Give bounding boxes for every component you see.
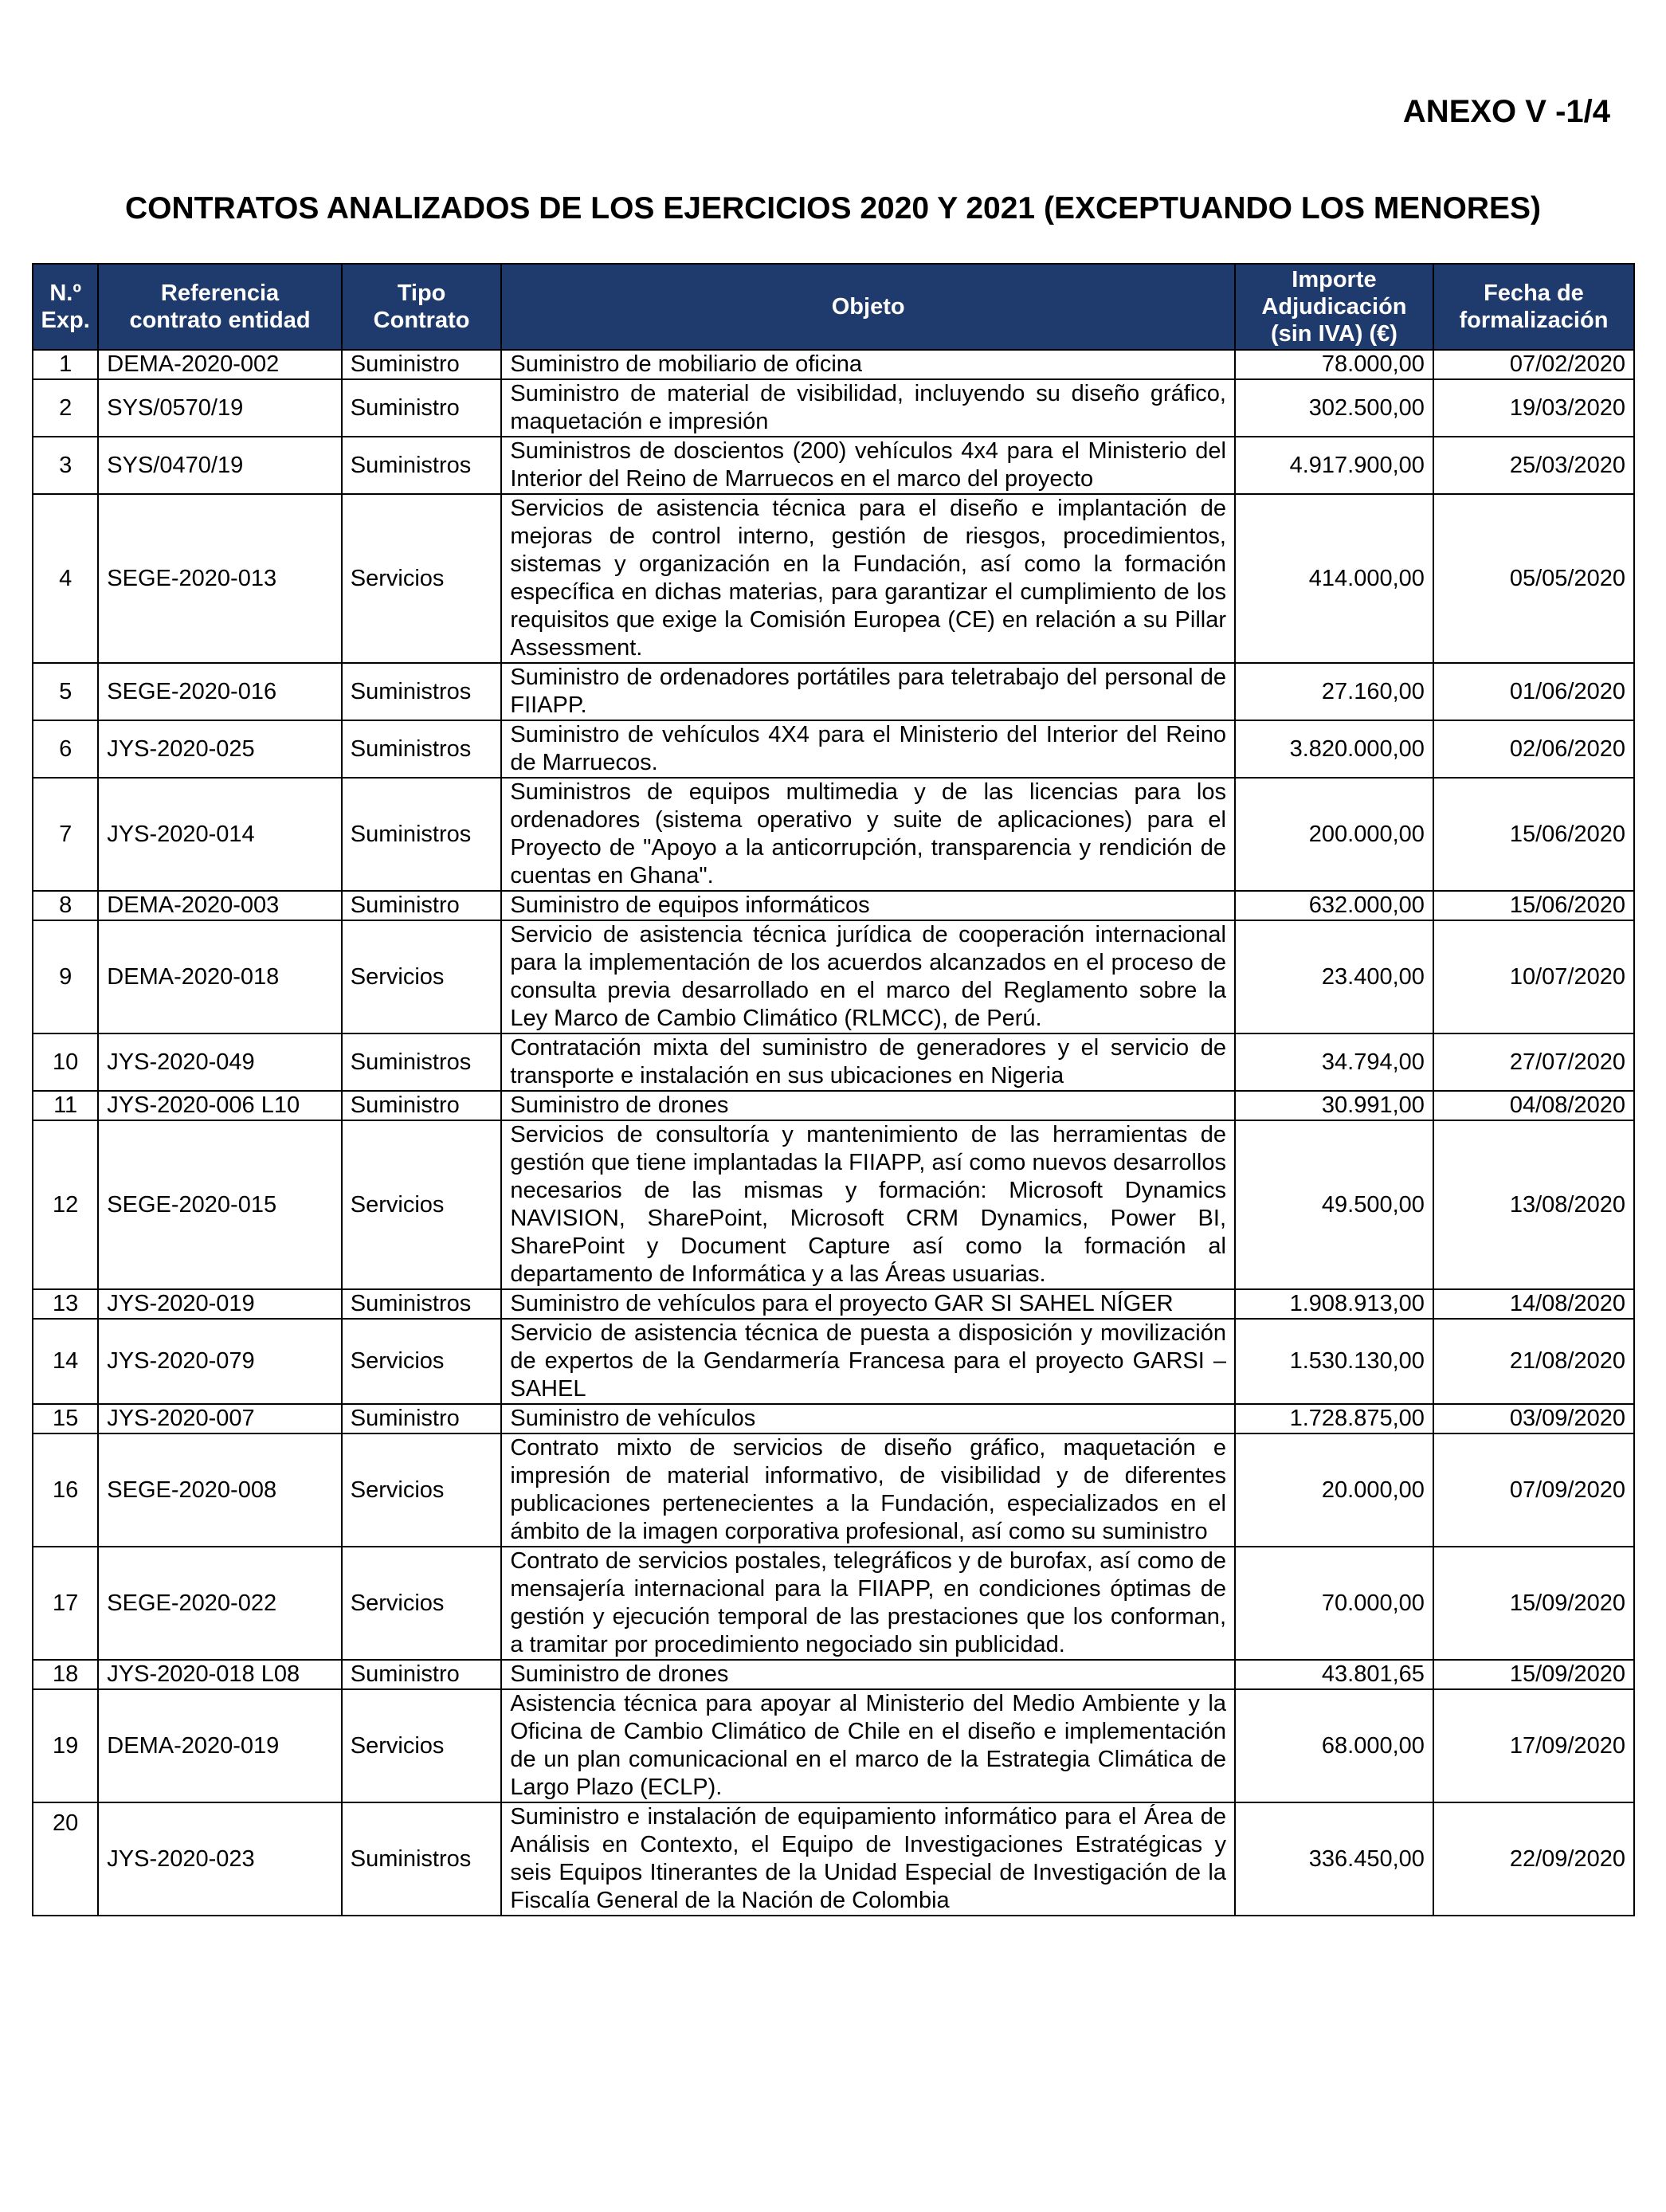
cell-type: Suministros <box>342 437 502 494</box>
table-row <box>33 350 1634 379</box>
cell-reference: JYS-2020-023 <box>98 1802 342 1916</box>
cell-date: 01/06/2020 <box>1433 663 1634 720</box>
cell-type: Suministro <box>342 1091 502 1120</box>
table-row <box>33 1319 1634 1404</box>
table-row <box>33 1289 1634 1319</box>
cell-reference: DEMA-2020-018 <box>98 920 342 1033</box>
cell-object: Servicios de asistencia técnica para el diseño e implantación de mejoras de control interno, gestión de riesgos, procedimientos, sistemas y organización en la Fundación, así como la formación específica en dichas materias, para garantizar el cumplimiento de los requisitos que exige la Comisión Europea (CE) en relación a su Pillar Assessment. <box>501 494 1235 663</box>
cell-number: 10 <box>33 1033 98 1091</box>
table-row <box>33 778 1634 891</box>
cell-date: 15/06/2020 <box>1433 891 1634 920</box>
cell-number: 6 <box>33 720 98 778</box>
cell-type: Suministro <box>342 1404 502 1433</box>
cell-reference: SEGE-2020-013 <box>98 494 342 663</box>
cell-reference: SEGE-2020-016 <box>98 663 342 720</box>
cell-object: Suministro de drones <box>501 1660 1235 1689</box>
cell-amount: 1.908.913,00 <box>1235 1289 1433 1319</box>
table-row <box>33 379 1634 437</box>
table-header-row <box>33 264 1634 350</box>
cell-object: Servicio de asistencia técnica de puesta a disposición y movilización de expertos de la Gendarmería Francesa para el proyecto GARSI – SAHEL <box>501 1319 1235 1404</box>
table-row <box>33 720 1634 778</box>
table-row <box>33 437 1634 494</box>
cell-amount: 302.500,00 <box>1235 379 1433 437</box>
cell-reference: JYS-2020-007 <box>98 1404 342 1433</box>
cell-type: Servicios <box>342 1120 502 1289</box>
cell-amount: 414.000,00 <box>1235 494 1433 663</box>
cell-number: 1 <box>33 350 98 379</box>
col-header-type: Tipo Contrato <box>342 264 502 350</box>
cell-reference: SEGE-2020-022 <box>98 1547 342 1660</box>
cell-number: 13 <box>33 1289 98 1319</box>
page-title: CONTRATOS ANALIZADOS DE LOS EJERCICIOS 2020 Y 2021 (EXCEPTUANDO LOS MENORES) <box>124 191 1541 226</box>
cell-object: Servicios de consultoría y mantenimiento de las herramientas de gestión que tiene implantadas la FIIAPP, así como nuevos desarrollos necesarios de las mismas y formación: Microsoft Dynamics NAVISION, SharePoint, Microsoft CRM Dynamics, Power BI, SharePoint y Document Capture así como la formación al departamento de Informática y a las Áreas usuarias. <box>501 1120 1235 1289</box>
cell-amount: 78.000,00 <box>1235 350 1433 379</box>
cell-date: 27/07/2020 <box>1433 1033 1634 1091</box>
table-row <box>33 920 1634 1033</box>
cell-date: 25/03/2020 <box>1433 437 1634 494</box>
cell-object: Contrato de servicios postales, telegráficos y de burofax, así como de mensajería internacional para la FIIAPP, en condiciones óptimas de gestión y ejecución temporal de las prestaciones que los conforman, a tramitar por procedimiento negociado sin publicidad. <box>501 1547 1235 1660</box>
cell-reference: DEMA-2020-002 <box>98 350 342 379</box>
cell-date: 15/09/2020 <box>1433 1547 1634 1660</box>
col-header-amount: Importe Adjudicación (sin IVA) (€) <box>1235 264 1433 350</box>
contracts-table <box>32 263 1635 1916</box>
cell-amount: 70.000,00 <box>1235 1547 1433 1660</box>
table-row <box>33 1660 1634 1689</box>
cell-number: 7 <box>33 778 98 891</box>
cell-date: 22/09/2020 <box>1433 1802 1634 1916</box>
cell-reference: JYS-2020-006 L10 <box>98 1091 342 1120</box>
cell-object: Suministro de vehículos 4X4 para el Ministerio del Interior del Reino de Marruecos. <box>501 720 1235 778</box>
cell-reference: DEMA-2020-019 <box>98 1689 342 1802</box>
cell-reference: SEGE-2020-008 <box>98 1433 342 1547</box>
cell-type: Suministro <box>342 891 502 920</box>
cell-reference: DEMA-2020-003 <box>98 891 342 920</box>
cell-date: 07/09/2020 <box>1433 1433 1634 1547</box>
table-row <box>33 494 1634 663</box>
cell-number: 12 <box>33 1120 98 1289</box>
cell-object: Suministro de mobiliario de oficina <box>501 350 1235 379</box>
cell-amount: 68.000,00 <box>1235 1689 1433 1802</box>
cell-amount: 49.500,00 <box>1235 1120 1433 1289</box>
cell-object: Suministro de equipos informáticos <box>501 891 1235 920</box>
cell-number: 3 <box>33 437 98 494</box>
cell-object: Servicio de asistencia técnica jurídica de cooperación internacional para la implementación de los acuerdos alcanzados en el proceso de consulta previa desarrollado en el marco del Reglamento sobre la Ley Marco de Cambio Climático (RLMCC), de Perú. <box>501 920 1235 1033</box>
cell-type: Servicios <box>342 1547 502 1660</box>
table-row <box>33 1120 1634 1289</box>
cell-number: 17 <box>33 1547 98 1660</box>
cell-object: Suministro de material de visibilidad, incluyendo su diseño gráfico, maquetación e impresión <box>501 379 1235 437</box>
cell-number: 11 <box>33 1091 98 1120</box>
cell-reference: JYS-2020-018 L08 <box>98 1660 342 1689</box>
cell-type: Servicios <box>342 920 502 1033</box>
cell-type: Suministros <box>342 1289 502 1319</box>
col-header-date: Fecha de formalización <box>1433 264 1634 350</box>
col-header-number: N.º Exp. <box>33 264 98 350</box>
cell-reference: SYS/0570/19 <box>98 379 342 437</box>
cell-number: 4 <box>33 494 98 663</box>
cell-object: Suministros de equipos multimedia y de las licencias para los ordenadores (sistema operativo y suite de aplicaciones) para el Proyecto de "Apoyo a la anticorrupción, transparencia y rendición de cuentas en Ghana". <box>501 778 1235 891</box>
cell-date: 02/06/2020 <box>1433 720 1634 778</box>
cell-number: 16 <box>33 1433 98 1547</box>
cell-type: Suministros <box>342 1033 502 1091</box>
cell-amount: 20.000,00 <box>1235 1433 1433 1547</box>
cell-type: Suministro <box>342 379 502 437</box>
col-header-object: Objeto <box>501 264 1235 350</box>
cell-number: 5 <box>33 663 98 720</box>
cell-type: Servicios <box>342 1319 502 1404</box>
cell-object: Suministro de vehículos <box>501 1404 1235 1433</box>
table-row <box>33 1433 1634 1547</box>
cell-amount: 30.991,00 <box>1235 1091 1433 1120</box>
cell-number: 15 <box>33 1404 98 1433</box>
cell-date: 14/08/2020 <box>1433 1289 1634 1319</box>
cell-reference: JYS-2020-079 <box>98 1319 342 1404</box>
cell-date: 03/09/2020 <box>1433 1404 1634 1433</box>
cell-date: 13/08/2020 <box>1433 1120 1634 1289</box>
cell-amount: 43.801,65 <box>1235 1660 1433 1689</box>
cell-type: Suministros <box>342 778 502 891</box>
cell-date: 21/08/2020 <box>1433 1319 1634 1404</box>
cell-reference: SEGE-2020-015 <box>98 1120 342 1289</box>
cell-object: Contrato mixto de servicios de diseño gráfico, maquetación e impresión de material informativo, de visibilidad y de diferentes publicaciones pertenecientes a la Fundación, especializados en el ámbito de la imagen corporativa profesional, así como su suministro <box>501 1433 1235 1547</box>
table-row <box>33 1689 1634 1802</box>
cell-number: 2 <box>33 379 98 437</box>
cell-object: Asistencia técnica para apoyar al Ministerio del Medio Ambiente y la Oficina de Cambio Climático de Chile en el diseño e implementación de un plan comunicacional en el marco de la Estrategia Climática de Largo Plazo (ECLP). <box>501 1689 1235 1802</box>
cell-reference: JYS-2020-014 <box>98 778 342 891</box>
cell-date: 07/02/2020 <box>1433 350 1634 379</box>
cell-amount: 632.000,00 <box>1235 891 1433 920</box>
cell-type: Suministro <box>342 1660 502 1689</box>
cell-amount: 34.794,00 <box>1235 1033 1433 1091</box>
col-header-reference: Referencia contrato entidad <box>98 264 342 350</box>
cell-number: 9 <box>33 920 98 1033</box>
cell-number: 20 <box>33 1802 98 1916</box>
cell-amount: 23.400,00 <box>1235 920 1433 1033</box>
cell-reference: SYS/0470/19 <box>98 437 342 494</box>
cell-object: Suministro de vehículos para el proyecto GAR SI SAHEL NÍGER <box>501 1289 1235 1319</box>
cell-type: Suministros <box>342 663 502 720</box>
cell-number: 8 <box>33 891 98 920</box>
cell-date: 05/05/2020 <box>1433 494 1634 663</box>
cell-reference: JYS-2020-049 <box>98 1033 342 1091</box>
cell-date: 10/07/2020 <box>1433 920 1634 1033</box>
table-row <box>33 1802 1634 1916</box>
cell-type: Suministros <box>342 720 502 778</box>
cell-number: 18 <box>33 1660 98 1689</box>
cell-number: 19 <box>33 1689 98 1802</box>
cell-date: 15/09/2020 <box>1433 1660 1634 1689</box>
cell-type: Servicios <box>342 1433 502 1547</box>
cell-object: Suministro de drones <box>501 1091 1235 1120</box>
cell-reference: JYS-2020-019 <box>98 1289 342 1319</box>
table-row <box>33 891 1634 920</box>
cell-object: Suministro de ordenadores portátiles para teletrabajo del personal de FIIAPP. <box>501 663 1235 720</box>
table-row <box>33 663 1634 720</box>
cell-type: Servicios <box>342 1689 502 1802</box>
cell-object: Suministros de doscientos (200) vehículos 4x4 para el Ministerio del Interior del Reino de Marruecos en el marco del proyecto <box>501 437 1235 494</box>
cell-amount: 336.450,00 <box>1235 1802 1433 1916</box>
cell-object: Suministro e instalación de equipamiento informático para el Área de Análisis en Contexto, el Equipo de Investigaciones Estratégicas y seis Equipos Itinerantes de la Unidad Especial de Investigación de la Fiscalía General de la Nación de Colombia <box>501 1802 1235 1916</box>
cell-type: Suministro <box>342 350 502 379</box>
cell-type: Servicios <box>342 494 502 663</box>
cell-date: 15/06/2020 <box>1433 778 1634 891</box>
cell-amount: 1.530.130,00 <box>1235 1319 1433 1404</box>
table-row <box>33 1033 1634 1091</box>
cell-type: Suministros <box>342 1802 502 1916</box>
table-row <box>33 1404 1634 1433</box>
cell-number: 14 <box>33 1319 98 1404</box>
cell-date: 19/03/2020 <box>1433 379 1634 437</box>
cell-reference: JYS-2020-025 <box>98 720 342 778</box>
cell-amount: 27.160,00 <box>1235 663 1433 720</box>
table-row <box>33 1547 1634 1660</box>
cell-amount: 1.728.875,00 <box>1235 1404 1433 1433</box>
annex-label: ANEXO V -1/4 <box>1402 94 1610 129</box>
table-row <box>33 1091 1634 1120</box>
cell-amount: 3.820.000,00 <box>1235 720 1433 778</box>
cell-date: 17/09/2020 <box>1433 1689 1634 1802</box>
cell-amount: 200.000,00 <box>1235 778 1433 891</box>
cell-date: 04/08/2020 <box>1433 1091 1634 1120</box>
cell-amount: 4.917.900,00 <box>1235 437 1433 494</box>
cell-object: Contratación mixta del suministro de generadores y el servicio de transporte e instalación en sus ubicaciones en Nigeria <box>501 1033 1235 1091</box>
